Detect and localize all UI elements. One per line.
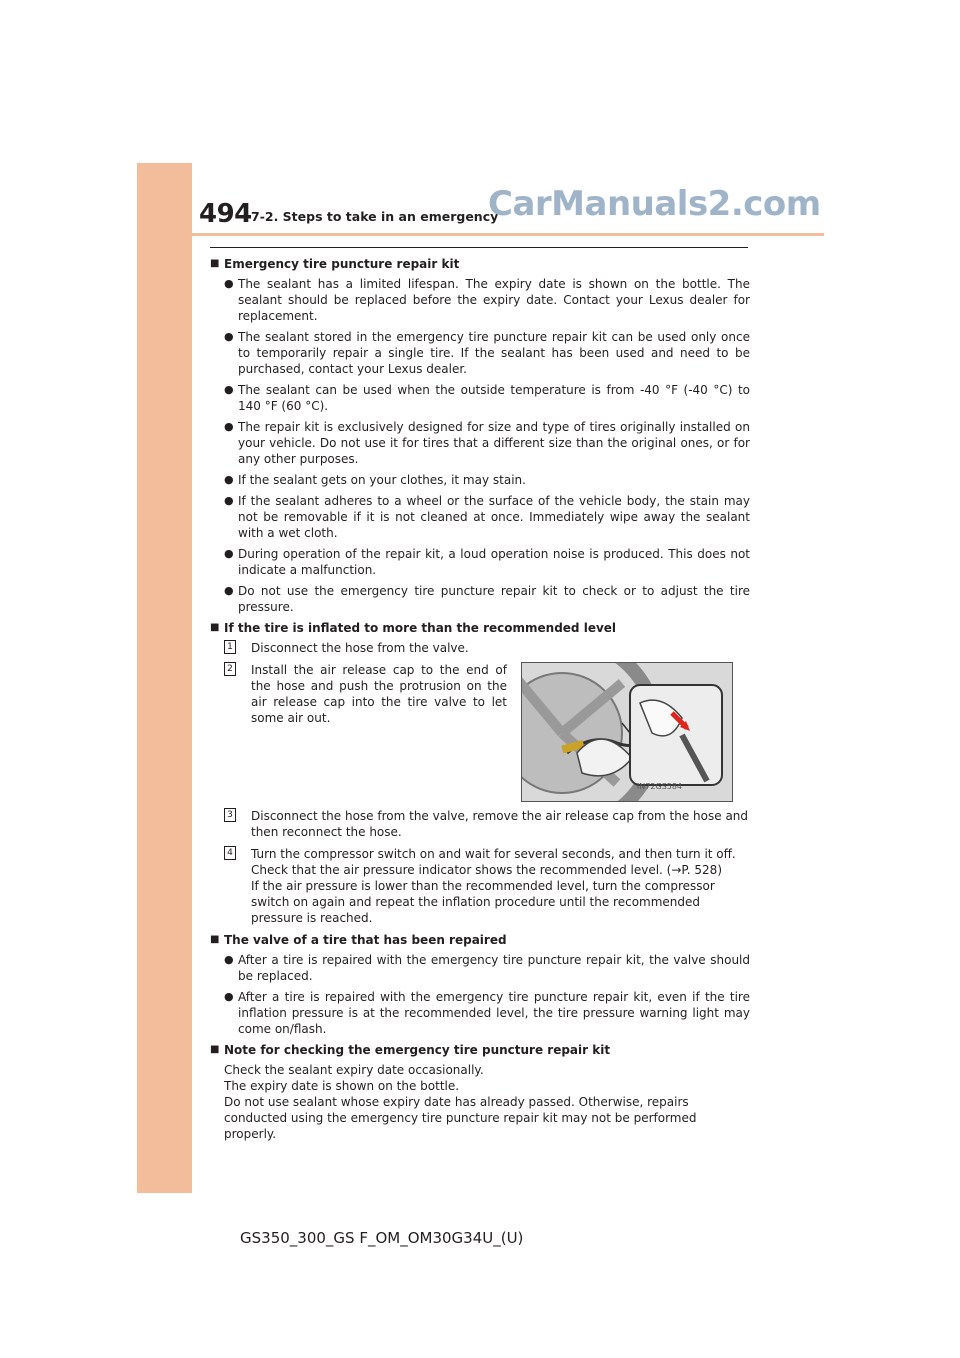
step-number: 4	[224, 846, 236, 860]
header-rule	[192, 233, 824, 236]
note-text: Check the sealant expiry date occasionally. The expiry date is shown on the bottle. Do not use sealant whose expiry date has already passed. Otherwise, repairs conducted using the emergency tire puncture repair kit may not be performed properly.	[224, 1063, 697, 1141]
section-title: 7-2. Steps to take in an emergency	[251, 209, 499, 224]
list-item: ● The repair kit is exclusively designed for size and type of tires originally installed on your vehicle. Do not use it for tires that a different size than the original ones, or for any other purposes.	[224, 420, 750, 466]
list-item: ● After a tire is repaired with the emergency tire puncture repair kit, even if the tire inflation pressure is at the recommended level, the tire pressure warning light may come on/flash.	[224, 990, 750, 1036]
round-bullet-icon: ●	[224, 383, 234, 396]
square-bullet-icon: ■	[210, 622, 220, 633]
content-rule	[210, 247, 748, 248]
step-number: 2	[224, 662, 236, 676]
list-item: ● During operation of the repair kit, a loud operation noise is produced. This does not indicate a malfunction.	[224, 547, 750, 577]
round-bullet-icon: ●	[224, 990, 234, 1003]
page-number: 494	[199, 199, 252, 229]
round-bullet-icon: ●	[224, 953, 234, 966]
section-heading: ■ Note for checking the emergency tire puncture repair kit	[210, 1043, 611, 1057]
page-content	[210, 256, 750, 1142]
square-bullet-icon: ■	[210, 258, 220, 269]
step-item: 3 Disconnect the hose from the valve, remove the air release cap from the hose and then reconnect the hose.	[224, 808, 750, 840]
step-item: 2 Install the air release cap to the end of the hose and push the protrusion on the air release cap into the tire valve to let some air out. IN72GS584	[224, 662, 750, 802]
round-bullet-icon: ●	[224, 277, 234, 290]
figure-code: IN72GS584	[636, 782, 682, 791]
round-bullet-icon: ●	[224, 547, 234, 560]
watermark: CarManuals2.com	[488, 184, 821, 224]
footer-code: GS350_300_GS F_OM_OM30G34U_(U)	[240, 1229, 524, 1247]
round-bullet-icon: ●	[224, 473, 234, 486]
square-bullet-icon: ■	[210, 934, 220, 945]
list-item: ● After a tire is repaired with the emergency tire puncture repair kit, the valve should be replaced.	[224, 953, 750, 983]
section-heading: ■ Emergency tire puncture repair kit	[210, 257, 460, 271]
list-item: ● If the sealant gets on your clothes, it may stain.	[224, 473, 526, 487]
round-bullet-icon: ●	[224, 420, 234, 433]
list-item: ● The sealant stored in the emergency tire puncture repair kit can be used only once to temporarily repair a single tire. If the sealant has been used and need to be purchased, contact your Lexus dealer.	[224, 330, 750, 376]
square-bullet-icon: ■	[210, 1044, 220, 1055]
round-bullet-icon: ●	[224, 584, 234, 597]
step-number: 3	[224, 808, 236, 822]
air-release-illustration	[521, 662, 733, 802]
list-item: ● If the sealant adheres to a wheel or the surface of the vehicle body, the stain may not be removable if it is not cleaned at once. Immediately wipe away the sealant with a wet cloth.	[224, 494, 750, 540]
list-item: ● The sealant can be used when the outside temperature is from -40 °F (-40 °C) to 140 °F (60 °C).	[224, 383, 750, 413]
section-heading: ■ The valve of a tire that has been repaired	[210, 933, 507, 947]
step-number: 1	[224, 640, 236, 654]
round-bullet-icon: ●	[224, 330, 234, 343]
list-item: ● The sealant has a limited lifespan. The expiry date is shown on the bottle. The sealant should be replaced before the expiry date. Contact your Lexus dealer for replacement.	[224, 277, 750, 323]
round-bullet-icon: ●	[224, 494, 234, 507]
step-item: 4 Turn the compressor switch on and wait for several seconds, and then turn it off. Check that the air pressure indicator shows the recommended level. (→P. 528) If the air pressure is lower than the recommended level, turn the compressor switch on again and repeat the inflation procedure until the recommended pressure is reached.	[224, 846, 750, 926]
tire-valve-illustration-icon	[522, 663, 732, 801]
list-item: ● Do not use the emergency tire puncture repair kit to check or to adjust the tire pressure.	[224, 584, 750, 614]
section-heading: ■ If the tire is inflated to more than the recommended level	[210, 621, 617, 635]
step-item: 1 Disconnect the hose from the valve.	[224, 640, 750, 656]
side-tab-band	[137, 163, 192, 1193]
